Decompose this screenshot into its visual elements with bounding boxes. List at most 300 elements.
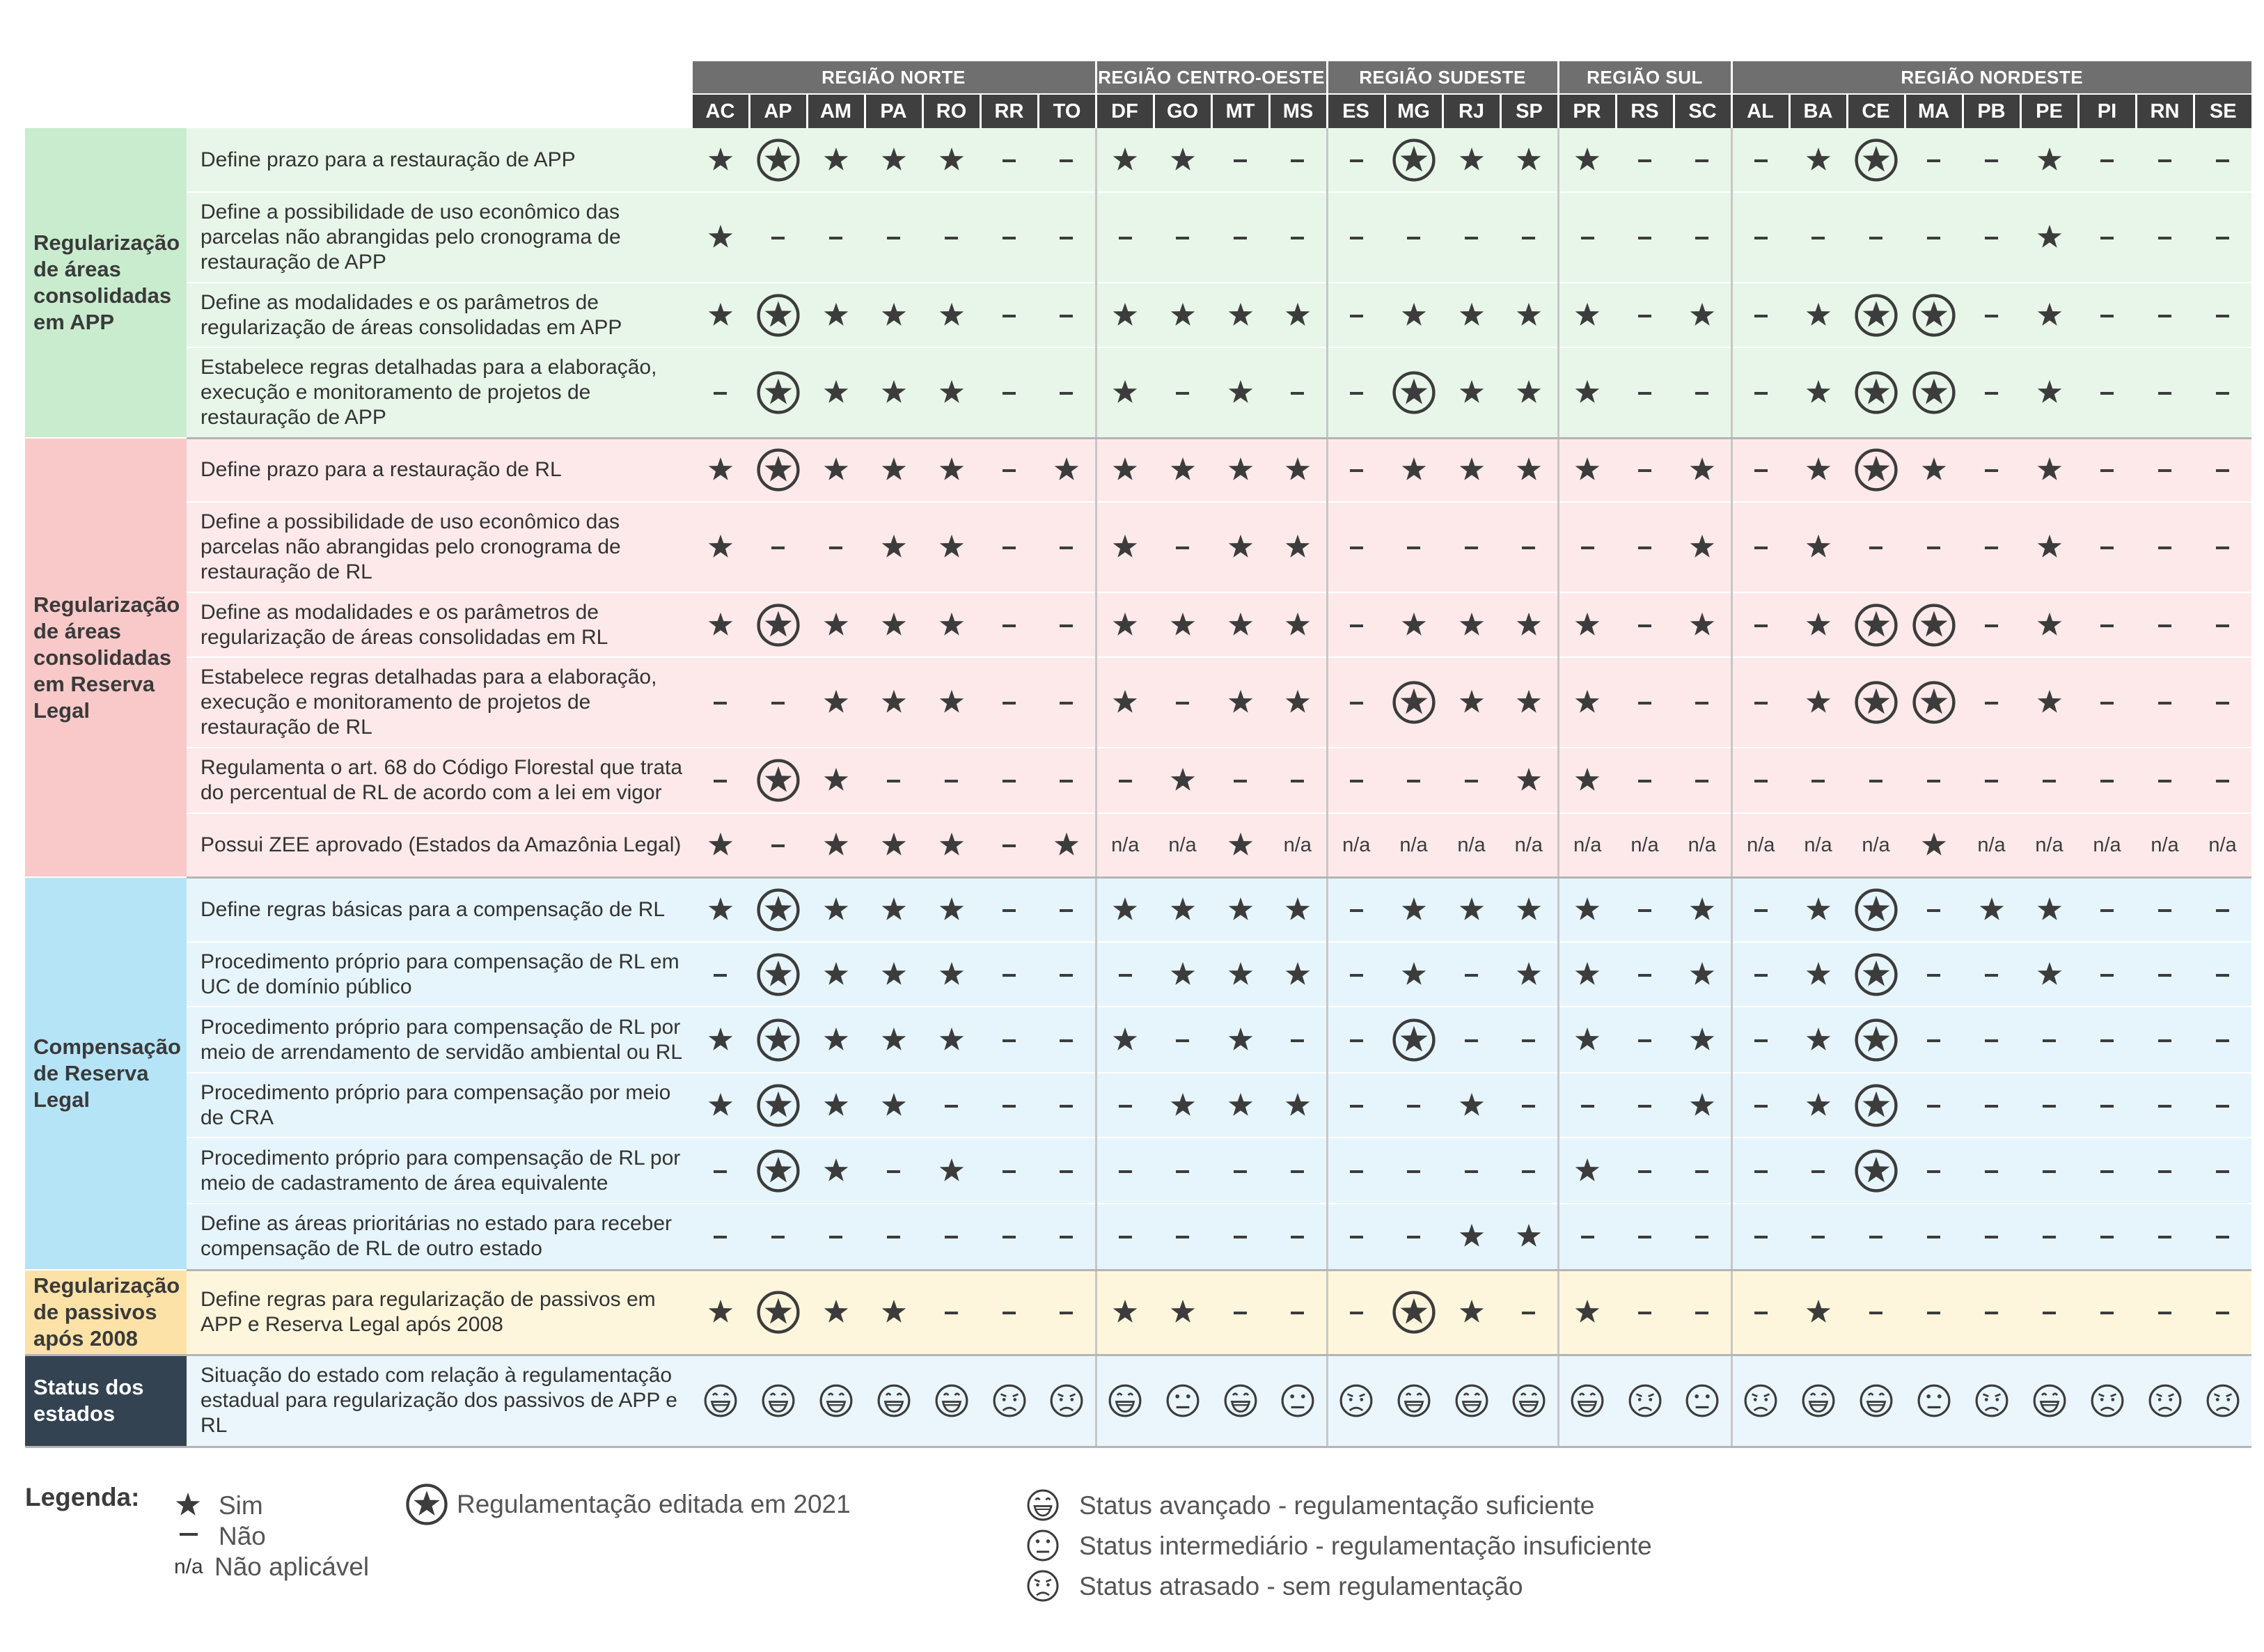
star-icon (691, 438, 749, 502)
dash-icon (2194, 283, 2251, 347)
dash-icon (1442, 502, 1500, 592)
state-header: AM (807, 94, 865, 128)
dash-icon (2194, 347, 2251, 438)
star-icon (1154, 877, 1211, 942)
star-icon (1558, 877, 1616, 942)
sad-face-icon (2194, 1355, 2251, 1447)
star-icon (807, 1073, 865, 1138)
dash-icon (1731, 1204, 1789, 1270)
dash-icon (1731, 942, 1789, 1007)
dash-icon (1616, 592, 1674, 657)
dash-icon (1905, 1073, 1963, 1138)
state-header: ES (1327, 94, 1385, 128)
star-icon (1211, 283, 1269, 347)
dash-icon (1038, 877, 1096, 942)
regulation-matrix (25, 61, 2251, 1448)
star-icon (922, 1007, 980, 1073)
star-icon (1154, 283, 1211, 347)
dash-icon (2020, 1204, 2078, 1270)
dash-icon (980, 942, 1038, 1007)
dash-icon (1327, 1270, 1385, 1355)
state-header: TO (1038, 94, 1096, 128)
matrix-row (25, 657, 2251, 748)
dash-icon (980, 813, 1038, 877)
dash-icon (1327, 1204, 1385, 1270)
star-icon (2020, 877, 2078, 942)
smile-icon (1442, 1355, 1500, 1447)
dash-icon (2194, 748, 2251, 813)
star-icon (1558, 1138, 1616, 1204)
dash-icon (2078, 1270, 2136, 1355)
dash-icon (1327, 942, 1385, 1007)
dash-icon (1038, 942, 1096, 1007)
dash-icon (1327, 192, 1385, 283)
dash-icon (1616, 438, 1674, 502)
star-icon (1442, 347, 1500, 438)
dash-icon (1674, 192, 1731, 283)
dash-icon (1038, 1073, 1096, 1138)
star-icon (807, 748, 865, 813)
state-header: PR (1558, 94, 1616, 128)
star-icon (1269, 942, 1327, 1007)
matrix-row (25, 192, 2251, 283)
star-icon (1789, 592, 1847, 657)
dash-icon (2194, 1007, 2251, 1073)
row-label: Possui ZEE aprovado (Estados da Amazônia Legal) (187, 813, 691, 877)
row-label: Define regras básicas para a compensação de RL (187, 877, 691, 942)
star-icon (1558, 942, 1616, 1007)
star-icon (1442, 1204, 1500, 1270)
dash-icon (1963, 1204, 2020, 1270)
dash-icon (2078, 1073, 2136, 1138)
circled-star-icon (1847, 438, 1905, 502)
dash-icon (1905, 877, 1963, 942)
dash-icon (1731, 1138, 1789, 1204)
dash-icon (1847, 1270, 1905, 1355)
star-icon (1269, 1073, 1327, 1138)
dash-icon (1616, 192, 1674, 283)
state-header: PI (2078, 94, 2136, 128)
dash-icon (2194, 657, 2251, 748)
row-label: Define a possibilidade de uso econômico das parcelas não abrangidas pelo cronograma de restauração de RL (187, 502, 691, 592)
na-text: n/a (1674, 813, 1731, 877)
matrix-row (25, 1270, 2251, 1355)
group-label: Compensação de Reserva Legal (25, 877, 187, 1270)
star-icon (807, 1270, 865, 1355)
matrix-body (25, 128, 2251, 1447)
circled-star-icon (749, 1073, 807, 1138)
star-icon (807, 1007, 865, 1073)
dash-icon (1269, 347, 1327, 438)
circled-star-icon (1905, 347, 1963, 438)
star-icon (807, 657, 865, 748)
legend-sad-face-icon (1026, 1569, 1061, 1609)
dash-icon (1038, 347, 1096, 438)
dash-icon (1327, 1007, 1385, 1073)
smile-icon (1789, 1355, 1847, 1447)
dash-icon (1963, 1270, 2020, 1355)
star-icon (1500, 128, 1558, 192)
matrix-row (25, 128, 2251, 192)
circled-star-icon (1847, 1073, 1905, 1138)
star-icon (1211, 1073, 1269, 1138)
dash-icon (1038, 1270, 1096, 1355)
dash-icon (1963, 1007, 2020, 1073)
circled-star-icon (1847, 128, 1905, 192)
smile-icon (922, 1355, 980, 1447)
star-icon (1385, 877, 1442, 942)
legend (25, 1483, 2183, 1636)
state-header-row (25, 94, 2251, 128)
matrix-row (25, 502, 2251, 592)
row-label: Define prazo para a restauração de RL (187, 438, 691, 502)
dash-icon (2078, 192, 2136, 283)
dash-icon (749, 813, 807, 877)
dash-icon (1211, 1138, 1269, 1204)
star-icon (1558, 283, 1616, 347)
circled-star-icon (1385, 347, 1442, 438)
region-header: REGIÃO SUL (1558, 61, 1731, 94)
legend-neutral-face-icon (1026, 1529, 1061, 1568)
neutral-face-icon (1154, 1355, 1211, 1447)
star-icon (807, 128, 865, 192)
star-icon (922, 438, 980, 502)
na-text: n/a (1963, 813, 2020, 877)
dash-icon (1905, 942, 1963, 1007)
legend-dash-icon (180, 1533, 198, 1536)
dash-icon (1847, 1204, 1905, 1270)
legend-late-label: Status atrasado - sem regulamentação (1079, 1572, 1523, 1600)
matrix-row (25, 1204, 2251, 1270)
star-icon (865, 877, 922, 942)
dash-icon (2020, 1007, 2078, 1073)
dash-icon (1616, 1138, 1674, 1204)
circled-star-icon (749, 1270, 807, 1355)
circled-star-icon (1905, 592, 1963, 657)
dash-icon (1038, 592, 1096, 657)
dash-icon (1038, 128, 1096, 192)
star-icon (1096, 128, 1154, 192)
star-icon (1154, 1270, 1211, 1355)
dash-icon (1847, 502, 1905, 592)
na-text: n/a (1385, 813, 1442, 877)
dash-icon (1327, 438, 1385, 502)
star-icon (2020, 502, 2078, 592)
dash-icon (1327, 347, 1385, 438)
dash-icon (922, 1073, 980, 1138)
dash-icon (2136, 1007, 2194, 1073)
dash-icon (865, 748, 922, 813)
dash-icon (1616, 502, 1674, 592)
star-icon (1096, 877, 1154, 942)
state-header: MG (1385, 94, 1442, 128)
legend-na-label: Não aplicável (214, 1552, 370, 1581)
star-icon (1038, 813, 1096, 877)
state-header: PE (2020, 94, 2078, 128)
dash-icon (749, 1204, 807, 1270)
star-icon (807, 1138, 865, 1204)
dash-icon (1327, 1138, 1385, 1204)
circled-star-icon (1847, 942, 1905, 1007)
star-icon (865, 942, 922, 1007)
smile-icon (691, 1355, 749, 1447)
group-label: Regularização de passivos após 2008 (25, 1270, 187, 1355)
star-icon (922, 347, 980, 438)
dash-icon (1385, 748, 1442, 813)
star-icon (691, 813, 749, 877)
na-text: n/a (1847, 813, 1905, 877)
star-icon (865, 1073, 922, 1138)
circled-star-icon (1905, 657, 1963, 748)
star-icon (865, 128, 922, 192)
star-icon (1500, 942, 1558, 1007)
circled-star-icon (749, 347, 807, 438)
matrix-row (25, 1138, 2251, 1204)
dash-icon (1905, 128, 1963, 192)
star-icon (691, 1270, 749, 1355)
region-header: REGIÃO NORTE (691, 61, 1096, 94)
dash-icon (1963, 657, 2020, 748)
circled-star-icon (749, 748, 807, 813)
star-icon (1789, 1073, 1847, 1138)
dash-icon (1500, 192, 1558, 283)
dash-icon (1500, 1073, 1558, 1138)
dash-icon (1963, 283, 2020, 347)
na-text: n/a (1096, 813, 1154, 877)
dash-icon (691, 1138, 749, 1204)
circled-star-icon (1385, 1007, 1442, 1073)
dash-icon (1616, 1270, 1674, 1355)
star-icon (2020, 283, 2078, 347)
dash-icon (2194, 592, 2251, 657)
dash-icon (1963, 347, 2020, 438)
dash-icon (1616, 128, 1674, 192)
circled-star-icon (1847, 1007, 1905, 1073)
dash-icon (2136, 657, 2194, 748)
star-icon (1789, 657, 1847, 748)
state-header: RS (1616, 94, 1674, 128)
star-icon (1500, 347, 1558, 438)
dash-icon (1500, 1138, 1558, 1204)
dash-icon (1442, 1138, 1500, 1204)
star-icon (1096, 1270, 1154, 1355)
row-label: Regulamenta o art. 68 do Código Florestal que trata do percentual de RL de acordo com a lei em vigor (187, 748, 691, 813)
dash-icon (1731, 1073, 1789, 1138)
dash-icon (1327, 1073, 1385, 1138)
dash-icon (1963, 1138, 2020, 1204)
dash-icon (1327, 502, 1385, 592)
dash-icon (1674, 657, 1731, 748)
circled-star-icon (1847, 283, 1905, 347)
dash-icon (2078, 438, 2136, 502)
dash-icon (1847, 748, 1905, 813)
smile-icon (807, 1355, 865, 1447)
star-icon (1154, 128, 1211, 192)
dash-icon (1731, 128, 1789, 192)
star-icon (865, 347, 922, 438)
dash-icon (2020, 1073, 2078, 1138)
row-label: Define regras para regularização de passivos em APP e Reserva Legal após 2008 (187, 1270, 691, 1355)
star-icon (1269, 502, 1327, 592)
header-blank (25, 61, 691, 94)
star-icon (1674, 502, 1731, 592)
star-icon (1674, 877, 1731, 942)
star-icon (1269, 438, 1327, 502)
matrix-row (25, 877, 2251, 942)
dash-icon (1269, 1204, 1327, 1270)
smile-icon (2020, 1355, 2078, 1447)
dash-icon (980, 438, 1038, 502)
star-icon (1442, 283, 1500, 347)
state-header: MA (1905, 94, 1963, 128)
dash-icon (1731, 1270, 1789, 1355)
dash-icon (2078, 1204, 2136, 1270)
star-icon (1442, 877, 1500, 942)
dash-icon (1674, 748, 1731, 813)
row-label: Procedimento próprio para compensação de RL por meio de arrendamento de servidão ambiental ou RL (187, 1007, 691, 1073)
dash-icon (1500, 502, 1558, 592)
star-icon (1385, 438, 1442, 502)
dash-icon (2078, 942, 2136, 1007)
matrix-row (25, 283, 2251, 347)
dash-icon (1963, 438, 2020, 502)
star-icon (691, 1007, 749, 1073)
star-icon (1442, 1270, 1500, 1355)
star-icon (2020, 592, 2078, 657)
star-icon (1558, 657, 1616, 748)
dash-icon (807, 192, 865, 283)
star-icon (922, 942, 980, 1007)
dash-icon (1731, 192, 1789, 283)
dash-icon (2078, 283, 2136, 347)
dash-icon (1616, 657, 1674, 748)
dash-icon (1963, 748, 2020, 813)
group-label: Status dos estados (25, 1355, 187, 1447)
star-icon (1096, 283, 1154, 347)
dash-icon (2078, 1138, 2136, 1204)
dash-icon (980, 1138, 1038, 1204)
state-header: RR (980, 94, 1038, 128)
star-icon (2020, 942, 2078, 1007)
circled-star-icon (749, 942, 807, 1007)
star-icon (1442, 592, 1500, 657)
dash-icon (1558, 192, 1616, 283)
star-icon (1154, 592, 1211, 657)
dash-icon (1789, 1138, 1847, 1204)
circled-star-icon (1847, 592, 1905, 657)
star-icon (691, 128, 749, 192)
region-header: REGIÃO CENTRO-OESTE (1096, 61, 1327, 94)
state-header: SP (1500, 94, 1558, 128)
star-icon (691, 1073, 749, 1138)
star-icon (1789, 128, 1847, 192)
dash-icon (980, 1270, 1038, 1355)
star-icon (1154, 748, 1211, 813)
star-icon (1558, 347, 1616, 438)
dash-icon (1385, 502, 1442, 592)
star-icon (1442, 128, 1500, 192)
dash-icon (691, 657, 749, 748)
dash-icon (980, 1007, 1038, 1073)
star-icon (922, 1138, 980, 1204)
row-label: Estabelece regras detalhadas para a elaboração, execução e monitoramento de projetos de restauração de RL (187, 657, 691, 748)
dash-icon (691, 942, 749, 1007)
star-icon (865, 502, 922, 592)
star-icon (1269, 877, 1327, 942)
legend-star-icon (174, 1491, 202, 1525)
dash-icon (1731, 877, 1789, 942)
star-icon (1500, 877, 1558, 942)
star-icon (1905, 438, 1963, 502)
dash-icon (2136, 128, 2194, 192)
state-header: SE (2194, 94, 2251, 128)
dash-icon (2136, 1073, 2194, 1138)
star-icon (1269, 283, 1327, 347)
smile-icon (1558, 1355, 1616, 1447)
sad-face-icon (1327, 1355, 1385, 1447)
dash-icon (980, 1073, 1038, 1138)
state-header: PA (865, 94, 922, 128)
dash-icon (2136, 592, 2194, 657)
row-label: Procedimento próprio para compensação de RL por meio de cadastramento de área equivalente (187, 1138, 691, 1204)
region-header: REGIÃO SUDESTE (1327, 61, 1558, 94)
star-icon (1558, 1270, 1616, 1355)
star-icon (1500, 657, 1558, 748)
dash-icon (1154, 192, 1211, 283)
dash-icon (1327, 877, 1385, 942)
row-label: Procedimento próprio para compensação por meio de CRA (187, 1073, 691, 1138)
star-icon (1789, 283, 1847, 347)
dash-icon (2136, 1270, 2194, 1355)
star-icon (691, 502, 749, 592)
matrix-row (25, 592, 2251, 657)
matrix-row (25, 813, 2251, 877)
dash-icon (1963, 942, 2020, 1007)
star-icon (691, 877, 749, 942)
sad-face-icon (2136, 1355, 2194, 1447)
star-icon (1211, 942, 1269, 1007)
dash-icon (1211, 1270, 1269, 1355)
state-header: PB (1963, 94, 2020, 128)
star-icon (1211, 438, 1269, 502)
star-icon (1096, 657, 1154, 748)
dash-icon (1674, 1204, 1731, 1270)
dash-icon (1674, 1138, 1731, 1204)
dash-icon (1385, 192, 1442, 283)
star-icon (807, 283, 865, 347)
dash-icon (980, 877, 1038, 942)
dash-icon (922, 1270, 980, 1355)
state-header: MT (1211, 94, 1269, 128)
star-icon (1096, 592, 1154, 657)
star-icon (1558, 592, 1616, 657)
dash-icon (980, 347, 1038, 438)
circled-star-icon (1847, 1138, 1905, 1204)
circled-star-icon (1385, 657, 1442, 748)
dash-icon (1905, 1138, 1963, 1204)
dash-icon (1211, 128, 1269, 192)
dash-icon (1096, 1073, 1154, 1138)
dash-icon (1154, 1007, 1211, 1073)
star-icon (1154, 438, 1211, 502)
matrix-row (25, 942, 2251, 1007)
legend-na-symbol: n/a (174, 1555, 203, 1578)
dash-icon (2078, 592, 2136, 657)
star-icon (1558, 438, 1616, 502)
star-icon (922, 502, 980, 592)
matrix-row (25, 1073, 2251, 1138)
dash-icon (1558, 1073, 1616, 1138)
